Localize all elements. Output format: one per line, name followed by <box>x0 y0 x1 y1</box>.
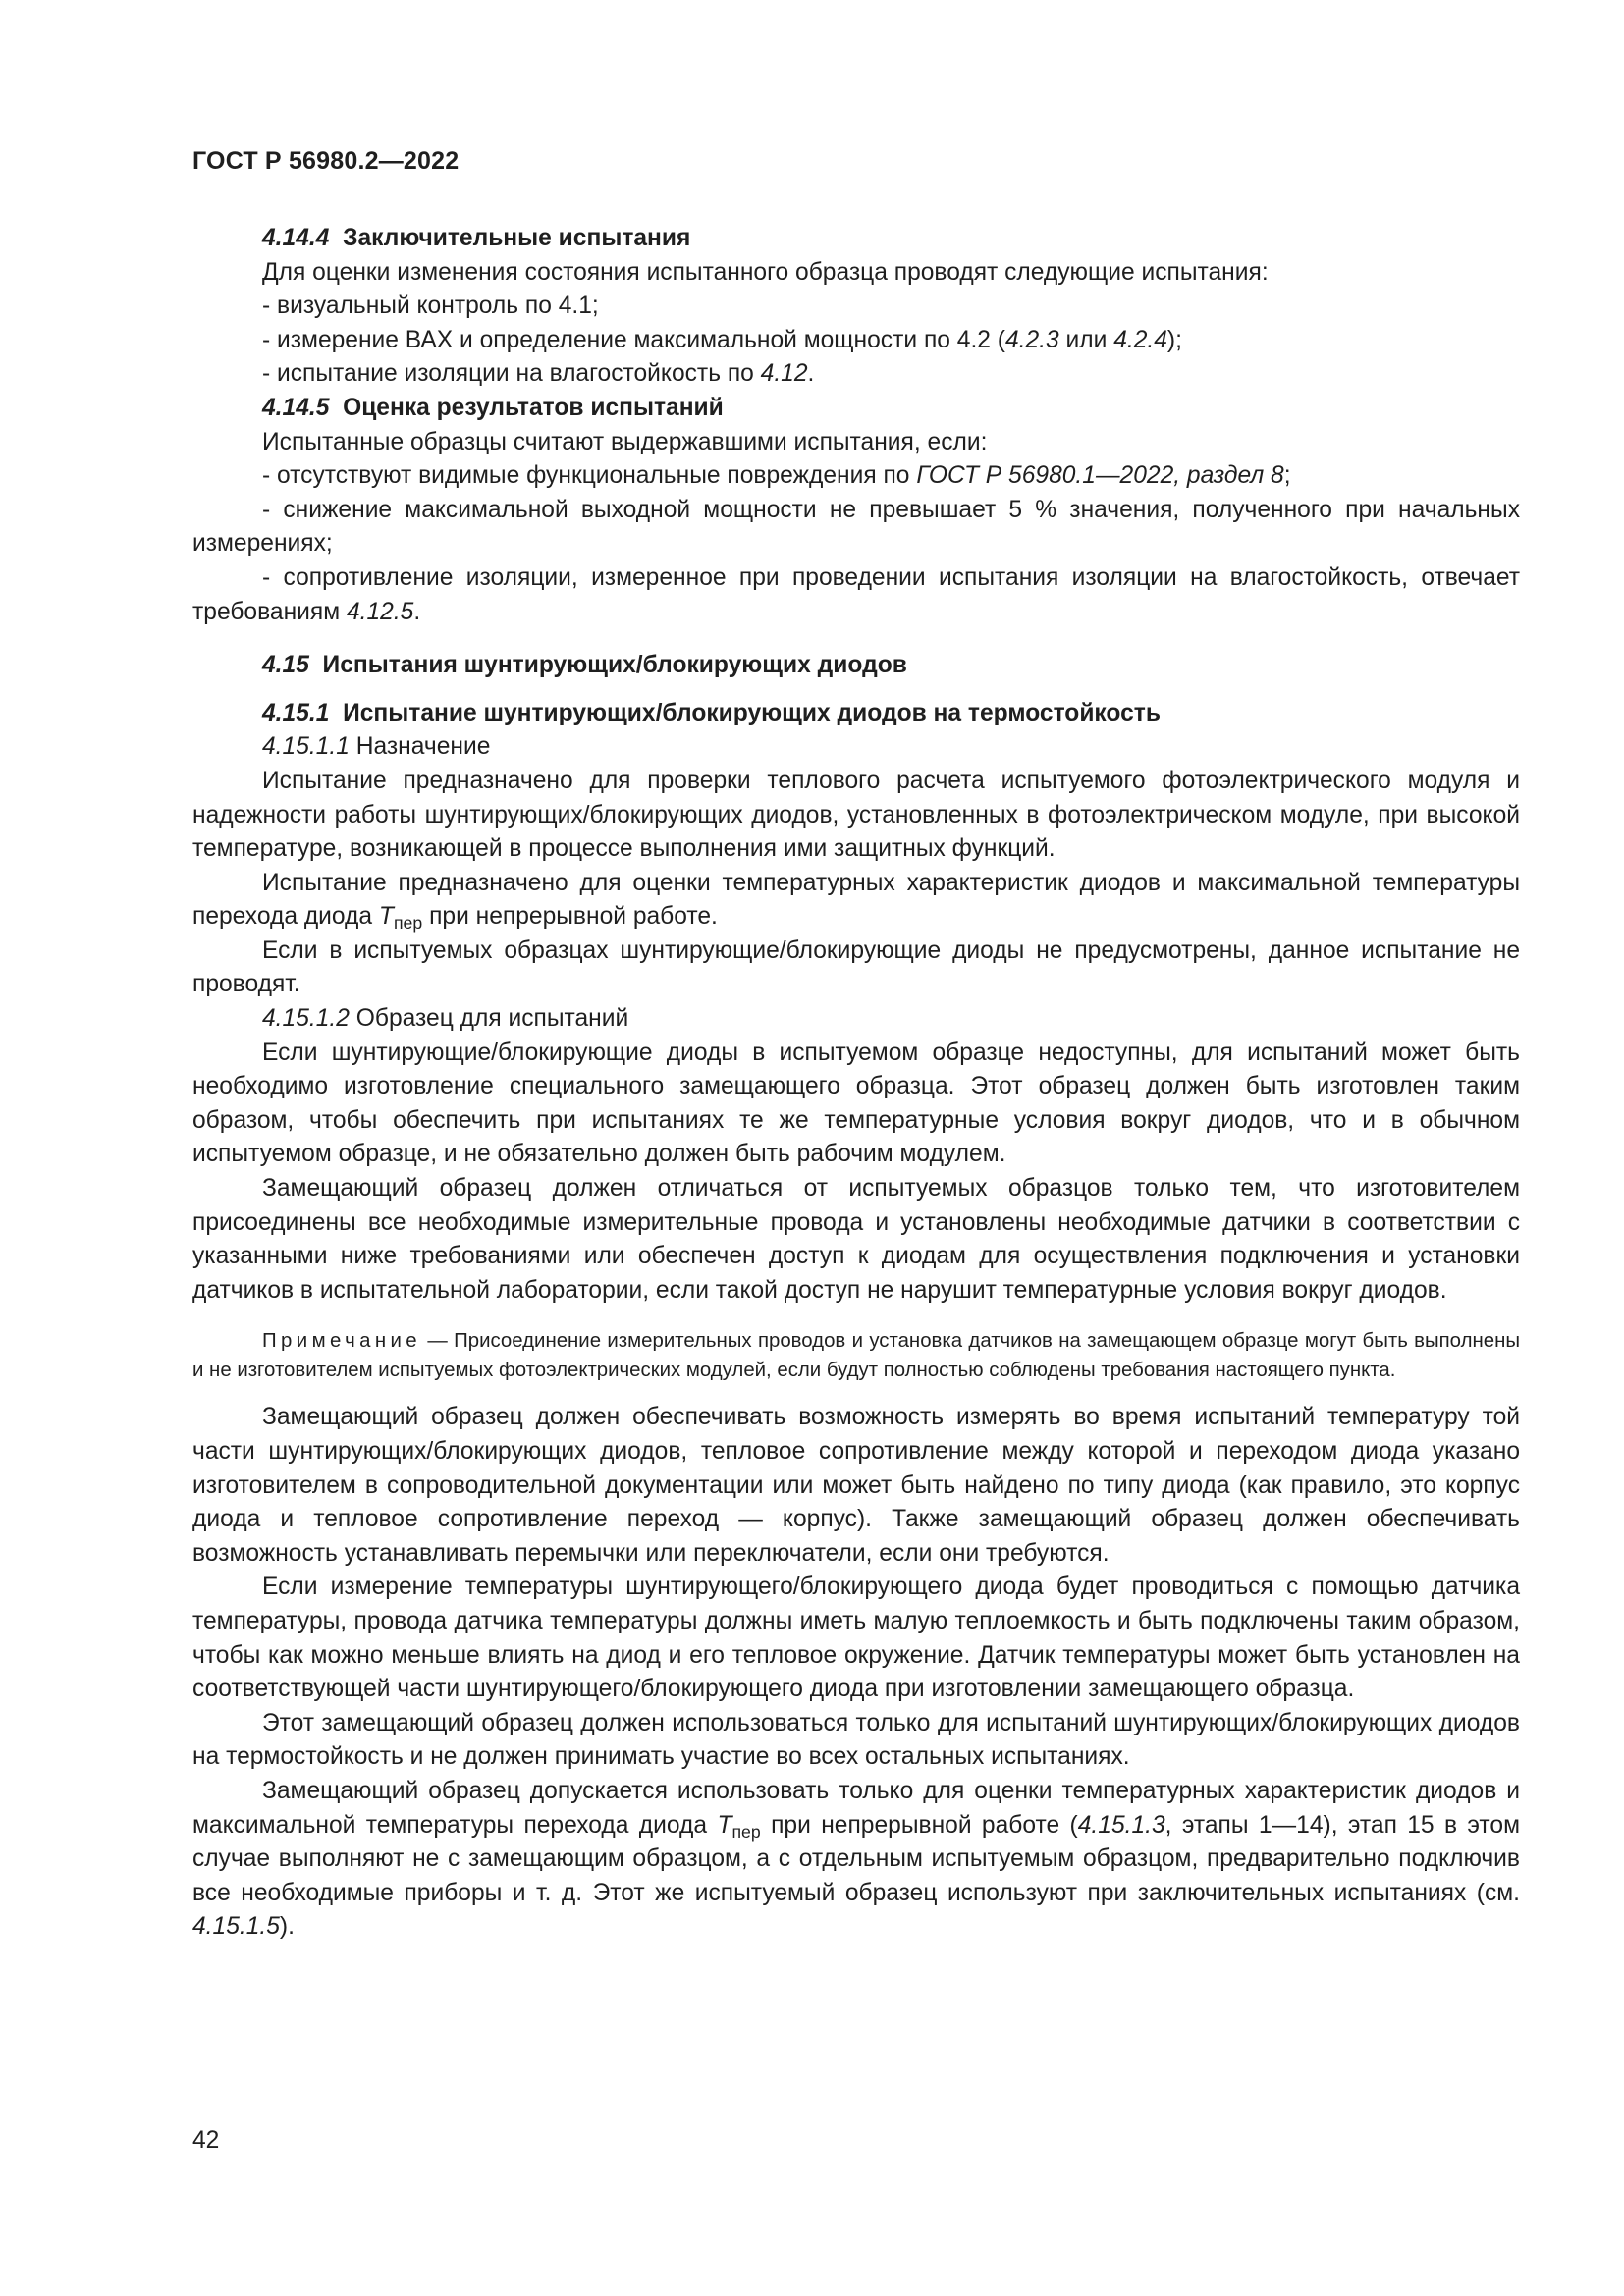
heading-4-14-5 <box>192 392 1520 426</box>
text-run: - измерение ВАХ и определение максимальной мощности по 4.2 ( <box>262 326 1005 353</box>
clause-title: Оценка результатов испытаний <box>343 394 724 421</box>
clause-title: Испытание шунтирующих/блокирующих диодов на термостойкость <box>343 699 1161 726</box>
clause-number: 4.14.5 <box>262 394 330 421</box>
clause-number: 4.15.1 <box>262 699 330 726</box>
list-item <box>192 324 1520 358</box>
text-run: - испытание изоляции на влагостойкость по <box>262 360 761 388</box>
document-body <box>192 222 1520 1945</box>
paragraph: Если шунтирующие/блокирующие диоды в испытуемом образце недоступны, для испытаний может быть необходимо изготовление специального замещающего образца. Этот образец должен быть изготовлен таким образом, чтобы обеспечить при испытаниях те же температурные условия вокруг диодов, что и в обычном испытуемом образце, и не обязательно должен быть рабочим модулем. <box>192 1039 1520 1168</box>
heading-4-15-1-2 <box>192 1002 1520 1037</box>
clause-title: Образец для испытаний <box>355 1005 629 1033</box>
heading-4-15-1-1 <box>192 730 1520 765</box>
clause-ref: 4.2.4 <box>1113 326 1167 353</box>
note-text: — Присоединение измерительных проводов и установка датчиков на замещающем образце могут быть выполнены и не изготовителем испытуемых фотоэлектрических модулей, если будут полностью соблюдены требования настоящего пункта. <box>192 1330 1520 1381</box>
paragraph: Замещающий образец должен отличаться от испытуемых образцов только тем, что изготовителем присоединены все необходимые измерительные провода и установлены необходимые датчики в соответствии с указанными ниже требованиями или обеспечен доступ к диодам для осуществления подключения и установки датчиков в испытательной лаборатории, если такой доступ не нарушит температурные условия вокруг диодов. <box>192 1175 1520 1304</box>
clause-ref: 4.12.5 <box>346 598 414 625</box>
temperature-subscript: пер <box>393 913 423 934</box>
paragraph <box>192 867 1520 934</box>
text-run: при непрерывной работе. <box>422 903 718 931</box>
clause-ref: 4.12 <box>760 360 808 388</box>
list-item: - снижение максимальной выходной мощности не превышает 5 % значения, полученного при начальных измерениях; <box>192 496 1520 558</box>
clause-ref: 4.2.3 <box>1004 326 1059 353</box>
list-item <box>192 561 1520 629</box>
clause-title: Назначение <box>355 733 491 761</box>
paragraph: Испытанные образцы считают выдержавшими испытания, если: <box>262 428 988 455</box>
text-run: - отсутствуют видимые функциональные повреждения по <box>262 462 917 490</box>
heading-4-15 <box>192 649 1520 683</box>
list-item <box>192 357 1520 392</box>
text-run: ; <box>1283 462 1291 490</box>
paragraph <box>192 1775 1520 1945</box>
clause-ref: 4.15.1.5 <box>192 1913 280 1941</box>
text-run: при непрерывной работе ( <box>760 1811 1078 1839</box>
text-run: или <box>1058 326 1114 353</box>
paragraph: Если измерение температуры шунтирующего/блокирующего диода будет проводиться с помощью датчика температуры, провода датчика температуры должны иметь малую теплоемкость и быть подключены таким образом, чтобы как можно меньше влиять на диод и его тепловое окружение. Датчик температуры может быть установлен на соответствующей части шунтирующего/блокирующего диода при изготовлении замещающего образца. <box>192 1574 1520 1703</box>
text-run: , этапы 1—14), этап 15 в этом случае выполняют не с замещающим образцом, а с отдельным испытуемым образцом, предварительно подключив все необходимые приборы и т. д. Этот же испытуемый образец используют при заключительных испытаниях (см. <box>192 1811 1520 1906</box>
paragraph: Замещающий образец должен обеспечивать возможность измерять во время испытаний температуру той части шунтирующих/блокирующих диодов, тепловое сопротивление между которой и переходом диода указано изготовителем в сопроводительной документации или может быть найдено по типу диода (как правило, это корпус диода и тепловое сопротивление переход — корпус). Также замещающий образец должен обеспечивать возможность устанавливать перемычки или переключатели, если они требуются. <box>192 1404 1520 1567</box>
temperature-symbol: T <box>717 1811 732 1839</box>
paragraph: Этот замещающий образец должен использоваться только для испытаний шунтирующих/блокирующих диодов на термостойкость и не должен принимать участие во всех остальных испытаниях. <box>192 1709 1520 1771</box>
list-item: - визуальный контроль по 4.1; <box>262 293 599 320</box>
heading-4-14-4 <box>192 222 1520 256</box>
paragraph: Если в испытуемых образцах шунтирующие/блокирующие диоды не предусмотрены, данное испытание не проводят. <box>192 936 1520 998</box>
paragraph: Испытание предназначено для проверки теплового расчета испытуемого фотоэлектрического модуля и надежности работы шунтирующих/блокирующих диодов, установленных в фотоэлектрическом модуле, при высокой температуре, возникающей в процессе выполнения ими защитных функций. <box>192 767 1520 863</box>
text-run: Испытание предназначено для оценки температурных характеристик диодов и максимальной температуры перехода диода <box>192 869 1520 931</box>
text-run: - сопротивление изоляции, измеренное при проведении испытания изоляции на влагостойкость, отвечает требованиям <box>192 563 1520 625</box>
standard-ref: ГОСТ Р 56980.1—2022, раздел 8 <box>916 462 1284 490</box>
page-number: 42 <box>192 2127 220 2154</box>
temperature-subscript: пер <box>731 1821 761 1842</box>
paragraph: Для оценки изменения состояния испытанного образца проводят следующие испытания: <box>262 258 1269 286</box>
clause-number: 4.15.1.1 <box>262 733 350 761</box>
text-run: . <box>413 598 421 625</box>
list-item <box>192 459 1520 494</box>
note <box>192 1327 1520 1385</box>
document-header: ГОСТ Р 56980.2—2022 <box>192 147 460 175</box>
temperature-symbol: T <box>378 903 394 931</box>
text-run: . <box>807 360 815 388</box>
clause-title: Испытания шунтирующих/блокирующих диодов <box>322 652 907 679</box>
clause-number: 4.15.1.2 <box>262 1005 350 1033</box>
text-run: ). <box>279 1913 295 1941</box>
text-run: Замещающий образец допускается использовать только для оценки температурных характеристик диодов и максимальной температуры перехода диода <box>192 1777 1520 1839</box>
clause-title: Заключительные испытания <box>343 225 691 251</box>
text-run: ); <box>1166 326 1182 353</box>
note-label: Примечание <box>262 1330 422 1353</box>
heading-4-15-1 <box>192 697 1520 731</box>
clause-number: 4.15 <box>262 652 309 679</box>
clause-ref: 4.15.1.3 <box>1077 1811 1165 1839</box>
clause-number: 4.14.4 <box>262 225 330 251</box>
